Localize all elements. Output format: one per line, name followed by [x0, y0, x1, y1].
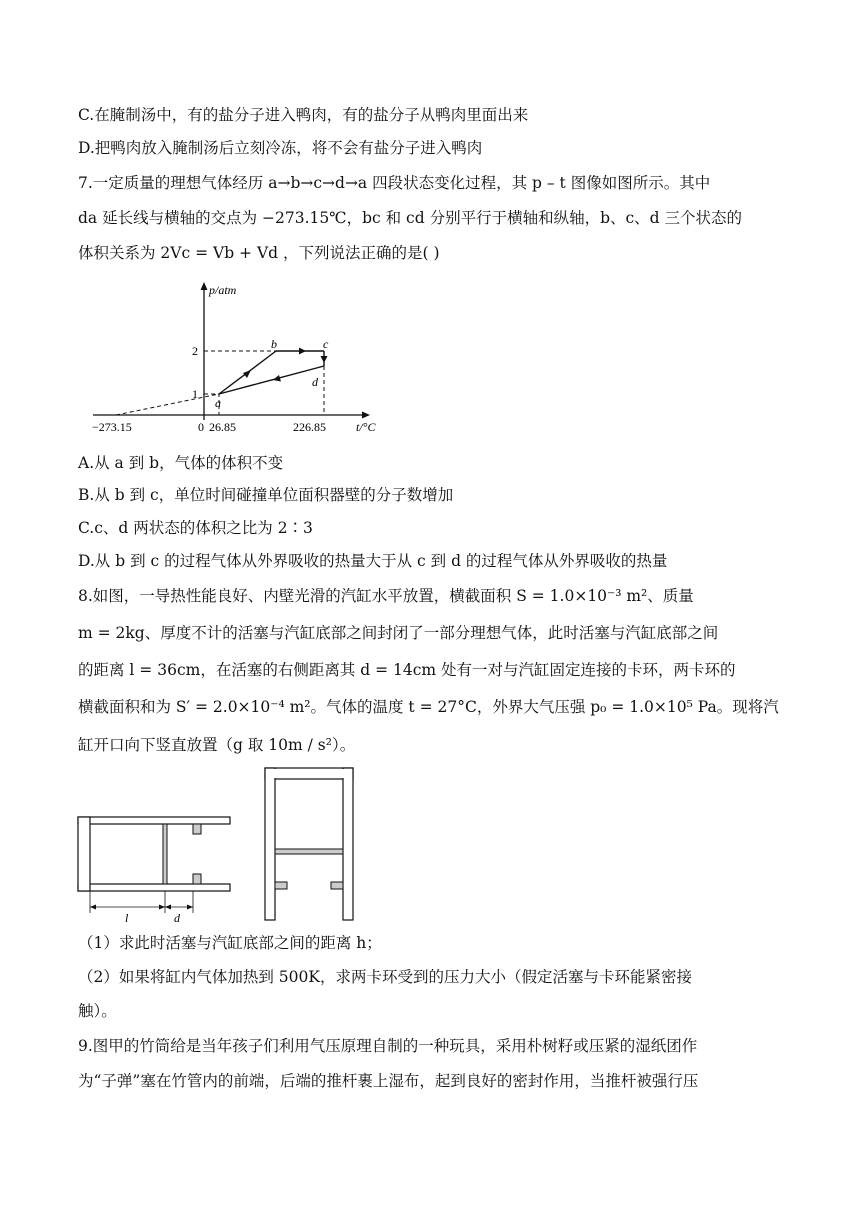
question-7-line1: 7.一定质量的理想气体经历 a→b→c→d→a 四段状态变化过程，其 p – t 图像如图所示。其中 [78, 174, 711, 192]
question-8-line3: 的距离 l = 36cm，在活塞的右侧距离其 d = 14cm 处有一对与汽缸固定连接的卡环，两卡环的 [78, 661, 736, 679]
dimension-l: l [125, 911, 129, 925]
tick-x-neg: −273.15 [92, 420, 132, 434]
question-8-part1: （1）求此时活塞与汽缸底部之间的距离 h； [78, 934, 382, 952]
tick-x-26: 26.85 [209, 420, 236, 434]
point-d: d [312, 375, 318, 389]
question-7-line3: 体积关系为 2Vc = Vb + Vd ，下列说法正确的是( ) [78, 244, 440, 262]
point-a: a [215, 396, 221, 410]
question-8-line2: m = 2kg、厚度不计的活塞与汽缸底部之间封闭了一部分理想气体，此时活塞与汽缸底部之间 [78, 624, 719, 642]
y-axis-label: p/atm [209, 283, 237, 297]
question-8-part2-line2: 触）。 [78, 1002, 117, 1020]
question-9-line1: 9.图甲的竹筒给是当年孩子们利用气压原理自制的一种玩具，采用朴树籽或压紧的湿纸团作 [78, 1037, 698, 1055]
point-c: c [323, 337, 329, 351]
tick-x-226: 226.85 [293, 420, 326, 434]
option-d-q7: D.从 b 到 c 的过程气体从外界吸收的热量大于从 c 到 d 的过程气体从外界吸收的热量 [78, 552, 668, 570]
question-9-line2: 为“子弹”塞在竹管内的前端，后端的推杆裹上湿布，起到良好的密封作用，当推杆被强行压 [78, 1072, 699, 1090]
option-a-q7: A.从 a 到 b，气体的体积不变 [78, 454, 284, 472]
x-axis-label: t/°C [356, 420, 376, 434]
vertical-cylinder-figure [262, 765, 362, 925]
tick-y-1: 1 [192, 387, 198, 401]
point-b: b [271, 337, 277, 351]
question-7-line2: da 延长线与横轴的交点为 −273.15℃，bc 和 cd 分别平行于横轴和纵轴，b、c、d 三个状态的 [78, 209, 743, 227]
option-c-q7: C.c、d 两状态的体积之比为 2∶3 [78, 519, 313, 537]
question-8-line1: 8.如图，一导热性能良好、内壁光滑的汽缸水平放置，横截面积 S = 1.0×10⁻³ m²、质量 [78, 587, 694, 605]
line-da [219, 366, 324, 394]
question-8-part2-line1: （2）如果将缸内气体加热到 500K，求两卡环受到的压力大小（假定活塞与卡环能紧密接 [78, 968, 692, 986]
option-d-q6: D.把鸭肉放入腌制汤后立刻冷冻，将不会有盐分子进入鸭肉 [78, 139, 483, 157]
option-b-q7: B.从 b 到 c，单位时间碰撞单位面积器壁的分子数增加 [78, 486, 454, 504]
pt-graph [88, 280, 378, 440]
tick-x-0: 0 [198, 420, 204, 434]
option-c-q6: C.在腌制汤中，有的盐分子进入鸭肉，有的盐分子从鸭肉里面出来 [78, 106, 529, 124]
question-8-line5: 缸开口向下竖直放置（g 取 10m / s²）。 [78, 736, 356, 754]
tick-y-2: 2 [192, 344, 198, 358]
question-8-line4: 横截面积和为 S′ = 2.0×10⁻⁴ m²。气体的温度 t = 27°C，外界大气压强 p₀ = 1.0×10⁵ Pa。现将汽 [78, 698, 779, 716]
dimension-d: d [174, 911, 180, 925]
horizontal-cylinder-figure [70, 805, 245, 925]
